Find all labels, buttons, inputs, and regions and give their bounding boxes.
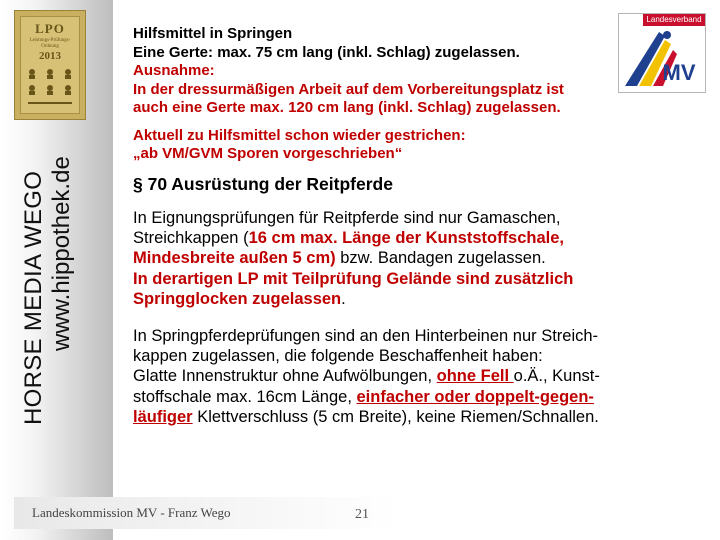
springpferdepruefungen-paragraph bbox=[133, 326, 708, 428]
ausnahme-label: Ausnahme: bbox=[133, 62, 215, 79]
p1-line-2a: Streichkappen ( bbox=[133, 228, 249, 247]
sidebar bbox=[0, 0, 113, 540]
p1-line-3b: bzw. Bandagen zugelassen. bbox=[335, 249, 546, 268]
logo-header: Landesverband bbox=[643, 14, 705, 26]
gerte-rule: Eine Gerte: max. 75 cm lang (inkl. Schlag) zugelassen. bbox=[133, 43, 520, 61]
book-title: LPO bbox=[35, 21, 65, 36]
eignungspruefungen-paragraph bbox=[133, 208, 708, 310]
aktuell-line-1: Aktuell zu Hilfsmittel schon wieder gestrichen: bbox=[133, 126, 466, 144]
aktuell-line-2: „ab VM/GVM Sporen vorgeschrieben“ bbox=[133, 145, 403, 162]
p2-line-5a: läufiger bbox=[133, 408, 193, 427]
hilfsmittel-block bbox=[133, 25, 708, 118]
vertical-branding bbox=[20, 95, 90, 425]
slide-footer bbox=[14, 497, 400, 529]
ausnahme-text-1: In der dressurmäßigen Arbeit auf dem Vorbereitungsplatz ist bbox=[133, 80, 564, 98]
p1-line-3a: Mindesbreite außen 5 cm) bbox=[133, 249, 336, 268]
page-number: 21 bbox=[355, 507, 369, 522]
ausnahme-text-2: auch eine Gerte max. 120 cm lang (inkl. Schlag) zugelassen. bbox=[133, 99, 561, 116]
section-heading: § 70 Ausrüstung der Reitpferde bbox=[133, 173, 393, 194]
book-year: 2013 bbox=[39, 50, 61, 62]
aktuell-block bbox=[133, 127, 708, 164]
book-subtitle: Leistungs-Prüfungs-Ordnung bbox=[29, 38, 71, 49]
logo-text: MV bbox=[662, 60, 696, 85]
brand-name: HORSE MEDIA WEGO bbox=[20, 170, 47, 425]
p2-line-3b: ohne Fell bbox=[436, 367, 514, 386]
slide-content bbox=[133, 25, 708, 428]
p2-line-4a: stoffschale max. 16cm Länge, bbox=[133, 387, 357, 406]
p2-line-3c: o.Ä., Kunst- bbox=[513, 367, 600, 386]
p2-line-2: kappen zugelassen, die folgende Beschaffenheit haben: bbox=[133, 346, 543, 365]
p2-line-5b: Klettverschluss (5 cm Breite), keine Riemen/Schnallen. bbox=[192, 408, 599, 427]
p2-line-3a: Glatte Innenstruktur ohne Aufwölbungen, bbox=[133, 367, 437, 386]
brand-url: www.hippothek.de bbox=[48, 156, 75, 351]
footer-author: Landeskommission MV - Franz Wego bbox=[32, 505, 231, 520]
p2-line-1: In Springpferdeprüfungen sind an den Hinterbeinen nur Streich- bbox=[133, 326, 599, 345]
p1-line-5a: Springglocken zugelassen bbox=[133, 290, 342, 309]
p1-line-5b: . bbox=[341, 290, 346, 309]
hilfsmittel-title: Hilfsmittel in Springen bbox=[133, 25, 293, 42]
p1-line-2b: 16 cm max. Länge der Kunststoffschale, bbox=[248, 228, 565, 247]
p1-line-1: In Eignungsprüfungen für Reitpferde sind nur Gamaschen, bbox=[133, 208, 561, 227]
p1-line-4: In derartigen LP mit Teilprüfung Gelände sind zusätzlich bbox=[133, 269, 574, 288]
p2-line-4b: einfacher oder doppelt-gegen- bbox=[356, 387, 594, 406]
